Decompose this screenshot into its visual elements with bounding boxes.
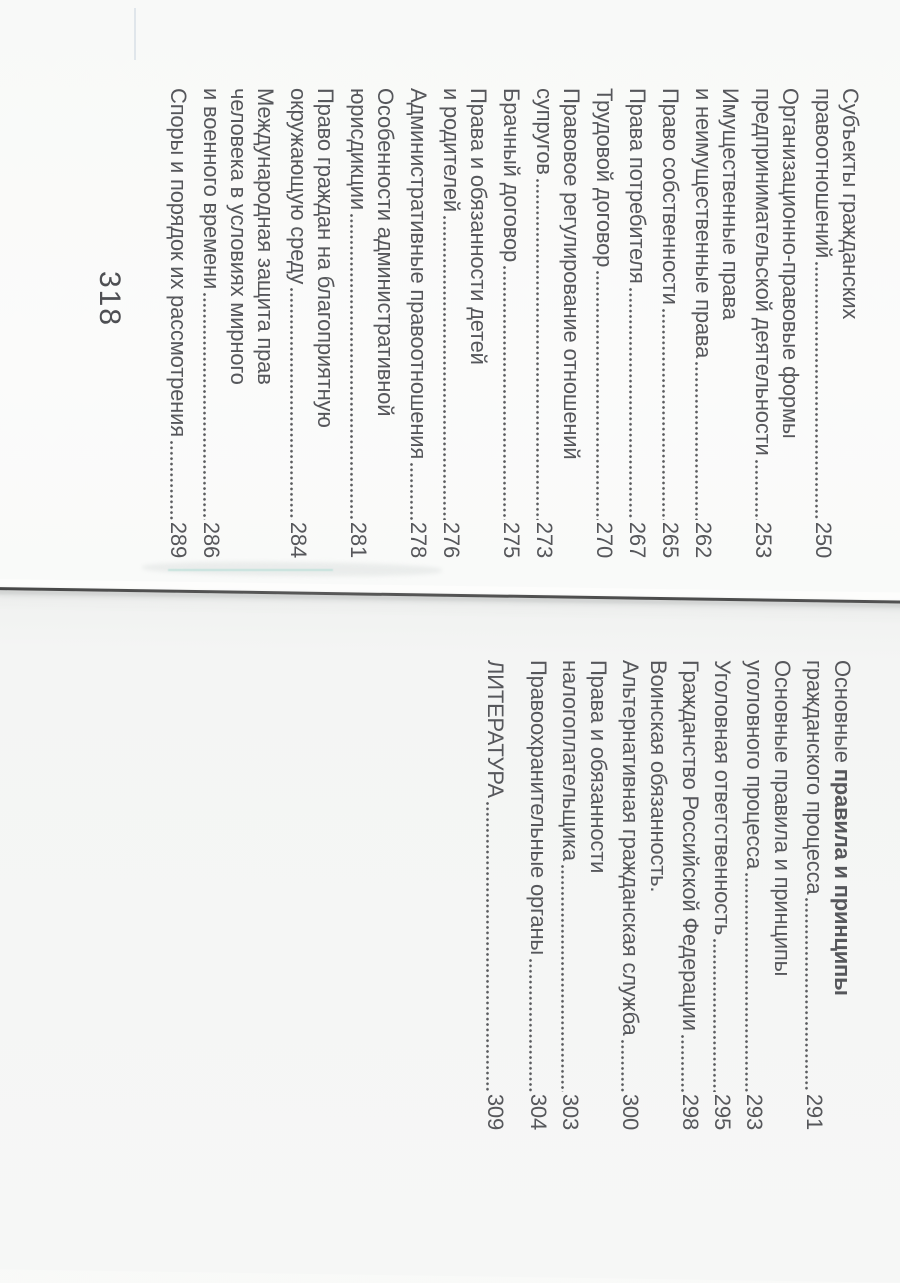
toc-entry-line: правоотношений	[811, 88, 836, 259]
toc-entry-leader	[591, 88, 618, 558]
dot-leader	[350, 214, 353, 520]
toc-entry-line: Право граждан на благоприятную	[313, 88, 338, 428]
toc-entry-line: Брачный договор	[499, 88, 524, 263]
toc-entry-line: Основные правила и принципы	[770, 660, 795, 977]
toc-entry	[524, 660, 552, 1130]
toc-page-number: 276	[439, 521, 464, 558]
toc-page-number: 253	[751, 521, 776, 558]
toc-page-number: 267	[625, 521, 650, 558]
dot-leader	[805, 898, 808, 1091]
folio-page-number: 318	[93, 271, 126, 328]
toc-entry-line: Субъекты гражданских	[838, 88, 863, 320]
dot-leader	[410, 463, 413, 520]
toc-page-number: 293	[742, 1093, 767, 1130]
toc-page-number: 281	[346, 521, 371, 558]
toc-entry-leader	[740, 660, 768, 1130]
toc-entry-line: Основные правила и принципы	[830, 660, 855, 996]
toc-right-column	[477, 660, 856, 1130]
toc-entry	[345, 88, 399, 558]
toc-entry	[708, 660, 736, 1130]
dot-leader	[596, 271, 599, 520]
toc-entry-line: уголовного процесса	[742, 660, 767, 869]
toc-entry-leader	[657, 88, 684, 558]
toc-entry-line: Воинская обязанность.	[646, 660, 671, 893]
toc-entry-line: и военного времени	[199, 88, 224, 290]
toc-page-number: 295	[710, 1093, 735, 1130]
toc-page-number: 300	[618, 1093, 643, 1130]
toc-entry	[405, 88, 432, 558]
toc-page-number: 262	[691, 521, 716, 558]
toc-entry-leader	[198, 88, 225, 558]
toc-entry-line: Особенности административной	[373, 88, 398, 417]
toc-entry-leader	[498, 88, 525, 558]
toc-entry	[165, 88, 192, 558]
toc-entry-leader	[708, 660, 736, 1130]
toc-entry-line: Права и обязанности детей	[466, 88, 491, 365]
toc-entry-line: супругов	[532, 88, 557, 175]
dot-leader	[695, 362, 698, 520]
toc-entry	[624, 88, 651, 558]
toc-entry-line: Споры и порядок их рассмотрения	[166, 88, 191, 437]
toc-entry	[750, 88, 804, 558]
toc-entry	[438, 88, 492, 558]
toc-entry-line: Имущественные права	[718, 88, 743, 320]
toc-page-number: 289	[166, 521, 191, 558]
dot-leader	[503, 266, 506, 520]
toc-entry	[285, 88, 339, 558]
toc-entry-leader	[810, 88, 837, 558]
dot-leader	[529, 959, 532, 1092]
dot-leader	[662, 309, 665, 520]
toc-entry-leader	[750, 88, 777, 558]
toc-entry-leader	[531, 88, 558, 558]
toc-left-column	[159, 88, 864, 558]
toc-entry-line: Трудовой договор	[592, 88, 617, 268]
toc-page-number: 291	[802, 1093, 827, 1130]
toc-page-number: 284	[286, 521, 311, 558]
dot-leader	[755, 460, 758, 520]
toc-entry-line: Административные правоотношения	[406, 88, 431, 460]
toc-entry-line: Организационно-правовые формы	[778, 88, 803, 439]
dot-leader	[203, 293, 206, 520]
toc-entry-leader	[676, 660, 704, 1130]
toc-entry	[481, 660, 509, 1130]
toc-entry	[198, 88, 279, 558]
toc-entry-line: Право собственности	[658, 88, 683, 305]
toc-entry-line: и родителей	[439, 88, 464, 213]
toc-entry-line: Альтернативная гражданская служба	[618, 660, 643, 1036]
toc-entry	[740, 660, 796, 1130]
toc-entry-line: Уголовная ответственность	[710, 660, 735, 936]
toc-page-number: 298	[678, 1093, 703, 1130]
dot-leader	[815, 262, 818, 520]
toc-entry-leader	[800, 660, 828, 1130]
toc-entry-line: окружающую среду	[286, 88, 311, 285]
dot-leader	[290, 288, 293, 520]
toc-page-number: 278	[406, 521, 431, 558]
toc-page-number: 303	[558, 1093, 583, 1130]
toc-entry-line: предпринимательской деятельности	[751, 88, 776, 456]
toc-entry	[800, 660, 856, 1130]
toc-entry	[657, 88, 684, 558]
toc-entry-line: налогоплательщика	[558, 660, 583, 861]
toc-entry-leader	[481, 660, 509, 1130]
toc-page-number: 309	[483, 1093, 508, 1130]
toc-entry-line: человека в условиях мирного	[226, 88, 251, 385]
toc-entry-line: Гражданство Российской Федерации	[678, 660, 703, 1031]
toc-entry	[616, 660, 672, 1130]
toc-entry	[531, 88, 585, 558]
dot-leader	[486, 802, 489, 1092]
dot-leader	[536, 179, 539, 520]
dot-leader	[745, 873, 748, 1092]
toc-entry-leader	[345, 88, 372, 558]
toc-page-number: 250	[811, 521, 836, 558]
toc-entry-line: Правоохранительные органы	[526, 660, 551, 956]
toc-entry-leader	[524, 660, 552, 1130]
toc-entry-line: и неимущественные права	[691, 88, 716, 359]
toc-entry-leader	[616, 660, 644, 1130]
toc-entry-line: Правовое регулирование отношений	[559, 88, 584, 460]
toc-page-number: 273	[532, 521, 557, 558]
toc-entry-leader	[624, 88, 651, 558]
toc-entry-line: ЛИТЕРАТУРА	[483, 660, 508, 798]
toc-entry	[810, 88, 864, 558]
toc-entry-leader	[165, 88, 192, 558]
dot-leader	[713, 939, 716, 1092]
toc-entry	[556, 660, 612, 1130]
dot-leader	[681, 1035, 684, 1092]
toc-entry-leader	[405, 88, 432, 558]
toc-entry-leader	[556, 660, 584, 1130]
dot-leader	[561, 865, 564, 1092]
toc-page-number: 265	[658, 521, 683, 558]
toc-page-number: 270	[592, 521, 617, 558]
toc-entry-line: Права и обязанности	[586, 660, 611, 874]
toc-entry-line: Права потребителя	[625, 88, 650, 284]
toc-entry-leader	[285, 88, 312, 558]
toc-entry	[676, 660, 704, 1130]
toc-entry-line: Международная защита прав	[253, 88, 278, 385]
toc-entry	[591, 88, 618, 558]
dot-leader	[629, 288, 632, 520]
toc-entry-leader	[690, 88, 717, 558]
toc-entry	[690, 88, 744, 558]
dot-leader	[621, 1040, 624, 1092]
dot-leader	[170, 441, 173, 520]
toc-entry	[498, 88, 525, 558]
toc-page-number: 275	[499, 521, 524, 558]
toc-entry-line: юрисдикции	[346, 88, 371, 210]
toc-entry-line: гражданского процесса	[802, 660, 827, 895]
toc-page-number: 286	[199, 521, 224, 558]
toc-entry-leader	[438, 88, 465, 558]
toc-page-number: 304	[526, 1093, 551, 1130]
dot-leader	[443, 216, 446, 520]
